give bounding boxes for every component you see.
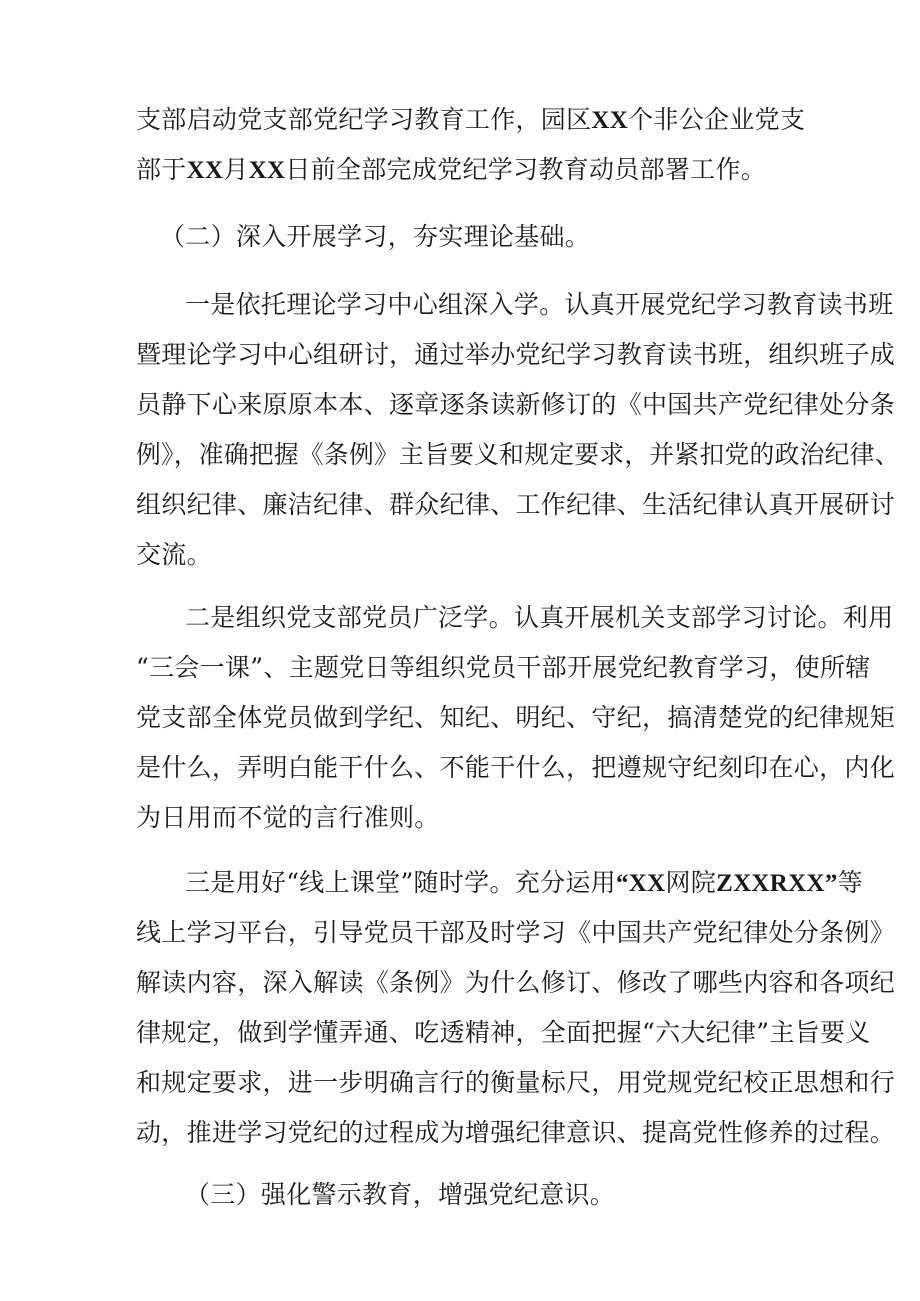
paragraph-3-text: 网院 xyxy=(665,868,717,897)
paragraph-2-line: 为日用而不觉的言行准则。 xyxy=(136,803,440,832)
paragraph-3-text: 三是用好“线上课堂”随时学。充分运用 xyxy=(185,868,616,897)
paragraph-1-line: 组织纪律、廉洁纪律、群众纪律、工作纪律、生活纪律认真开展研讨 xyxy=(136,490,896,519)
paragraph-3-text: 等 xyxy=(837,868,863,897)
paragraph-1-line: 暨理论学习中心组研讨，通过举办党纪学习教育读书班，组织班子成 xyxy=(136,340,896,369)
paragraph-3-line: 和规定要求，进一步明确言行的衡量标尺，用党规党纪校正思想和行 xyxy=(136,1068,896,1097)
intro-text: 月 xyxy=(223,155,249,184)
paragraph-3-line: 解读内容，深入解读《条例》为什么修订、修改了哪些内容和各项纪 xyxy=(136,968,896,997)
section-heading-3: （三）强化警示教育，增强党纪意识。 xyxy=(185,1180,616,1209)
paragraph-2-line: 党支部全体党员做到学纪、知纪、明纪、守纪，搞清楚党的纪律规矩 xyxy=(136,703,896,732)
paragraph-1-line: 一是依托理论学习中心组深入学。认真开展党纪学习教育读书班 xyxy=(185,290,894,319)
intro-line-1 xyxy=(136,105,805,136)
paragraph-2-line: 二是组织党支部党员广泛学。认真开展机关支部学习讨论。利用 xyxy=(185,603,894,632)
intro-placeholder: XX xyxy=(186,157,224,184)
intro-text: 支部启动党支部党纪学习教育工作，园区 xyxy=(136,105,592,134)
intro-text: 部于 xyxy=(136,155,187,184)
intro-text: 个非公企业党支 xyxy=(628,105,806,134)
paragraph-2-line: 是什么，弄明白能干什么、不能干什么，把遵规守纪刻印在心，内化 xyxy=(136,753,896,782)
intro-placeholder: XX xyxy=(591,107,629,134)
paragraph-3-line: 线上学习平台，引导党员干部及时学习《中国共产党纪律处分条例》 xyxy=(136,918,896,947)
intro-line-2 xyxy=(136,155,766,186)
paragraph-2-line: “三会一课”、主题党日等组织党员干部开展党纪教育学习，使所辖 xyxy=(136,653,871,682)
intro-text: 日前全部完成党纪学习教育动员部署工作。 xyxy=(285,155,767,184)
section-heading-2: （二）深入开展学习，夯实理论基础。 xyxy=(160,222,591,251)
platform-name: ZXXRXX” xyxy=(716,870,838,897)
intro-placeholder: XX xyxy=(248,157,286,184)
platform-name: “XX xyxy=(615,870,666,897)
paragraph-3-line xyxy=(185,868,863,899)
paragraph-1-line: 交流。 xyxy=(136,540,212,569)
paragraph-3-line: 律规定，做到学懂弄通、吃透精神，全面把握“六大纪律”主旨要义 xyxy=(136,1018,871,1047)
paragraph-3-line: 动，推进学习党纪的过程成为增强纪律意识、提高党性修养的过程。 xyxy=(136,1118,896,1147)
paragraph-1-line: 员静下心来原原本本、逐章逐条读新修订的《中国共产党纪律处分条 xyxy=(136,390,896,419)
paragraph-1-line: 例》，准确把握《条例》主旨要义和规定要求，并紧扣党的政治纪律、 xyxy=(136,440,900,469)
